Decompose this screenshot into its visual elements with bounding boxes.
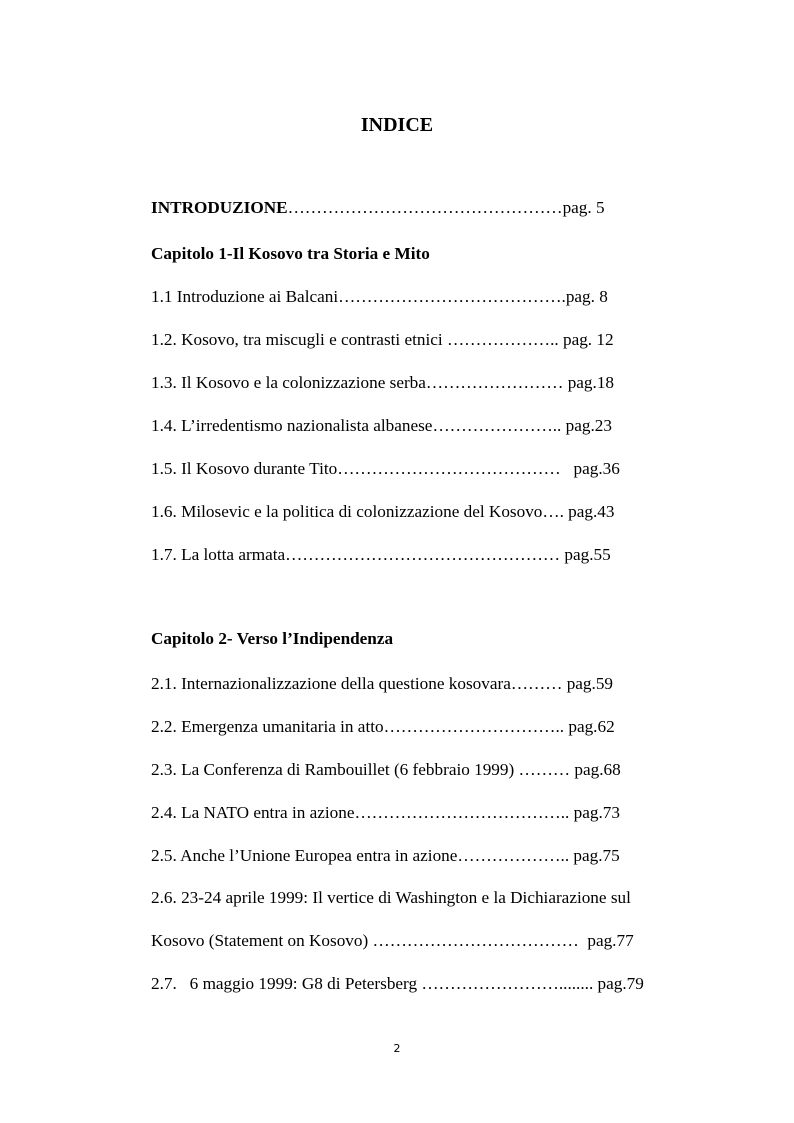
toc-entry-text: 1.2. Kosovo, tra miscugli e contrasti etnici <box>151 330 447 349</box>
toc-page: pag.36 <box>560 459 620 478</box>
toc-entry-2-2 <box>151 715 615 739</box>
toc-leader: ……………………........ <box>421 974 594 993</box>
toc-entry-1-4 <box>151 414 612 438</box>
toc-page: pag.77 <box>578 931 634 950</box>
toc-entry-text: 2.7. 6 maggio 1999: G8 di Petersberg <box>151 974 422 993</box>
toc-leader: ………………………….. <box>383 717 565 736</box>
toc-entry-introduzione <box>151 196 605 220</box>
toc-entry-1-2 <box>151 328 614 352</box>
toc-entry-2-7 <box>151 972 644 996</box>
toc-entry-text: Capitolo 1-Il Kosovo tra Storia e Mito <box>151 244 430 263</box>
toc-entry-text: 2.2. Emergenza umanitaria in atto <box>151 717 384 736</box>
toc-entry-2-6 <box>151 886 631 910</box>
toc-leader: …. <box>542 502 564 521</box>
toc-leader: ……………….. <box>457 846 570 865</box>
toc-leader: ………………………………………… <box>285 545 561 564</box>
toc-leader: ………………………………… <box>337 459 561 478</box>
toc-entry-text: 1.4. L’irredentismo nazionalista albanese <box>151 416 433 435</box>
toc-page: pag.68 <box>570 760 621 779</box>
toc-entry-text: 2.1. Internazionalizzazione della questione kosovara <box>151 674 511 693</box>
toc-entry-text: 2.5. Anche l’Unione Europea entra in azione <box>151 846 458 865</box>
toc-leader: ……………….. <box>446 330 559 349</box>
toc-leader: …………………. <box>432 416 558 435</box>
toc-chapter-1-heading <box>151 242 430 266</box>
toc-entry-text: Capitolo 2- Verso l’Indipendenza <box>151 629 394 648</box>
toc-entry-2-4 <box>151 801 620 825</box>
toc-entry-1-7 <box>151 543 611 567</box>
toc-leader: …………………………………. <box>338 287 566 306</box>
page-title: INDICE <box>360 114 434 136</box>
toc-page: . pag.23 <box>557 416 612 435</box>
toc-entry-text: Kosovo (Statement on Kosovo) <box>151 931 373 950</box>
toc-page: pag. 5 <box>562 198 605 217</box>
toc-page: pag.73 <box>569 803 620 822</box>
toc-leader: ……… <box>510 674 563 693</box>
toc-entry-2-6-continued <box>151 929 634 953</box>
toc-leader: ………………………………………… <box>287 198 563 217</box>
toc-page: pag.59 <box>562 674 614 693</box>
toc-entry-1-5 <box>151 457 620 481</box>
toc-entry-text: 1.7. La lotta armata <box>151 545 286 564</box>
toc-page: pag.43 <box>563 502 615 521</box>
toc-page: pag.62 <box>564 717 615 736</box>
toc-entry-text: 1.1 Introduzione ai Balcani <box>151 287 339 306</box>
toc-page: pag.75 <box>569 846 620 865</box>
toc-entry-text: 2.3. La Conferenza di Rambouillet (6 febbraio 1999) <box>151 760 519 779</box>
toc-entry-1-1 <box>151 285 608 309</box>
toc-entry-2-5 <box>151 844 620 868</box>
toc-entry-text: 1.5. Il Kosovo durante Tito <box>151 459 338 478</box>
toc-entry-text: INTRODUZIONE <box>151 198 288 217</box>
toc-leader: …………………… <box>425 373 564 392</box>
toc-leader: ……… <box>518 760 571 779</box>
toc-entry-text: 2.4. La NATO entra in azione <box>151 803 355 822</box>
toc-page: pag. 8 <box>565 287 608 306</box>
toc-entry-2-1 <box>151 672 613 696</box>
toc-page: pag.55 <box>560 545 611 564</box>
toc-page: pag. 12 <box>558 330 614 349</box>
toc-leader: ……………………………… <box>372 931 579 950</box>
page-number: 2 <box>393 1042 401 1055</box>
toc-entry-1-3 <box>151 371 614 395</box>
toc-entry-text: 1.6. Milosevic e la politica di colonizzazione del Kosovo <box>151 502 543 521</box>
toc-leader: ……………………………….. <box>354 803 570 822</box>
toc-entry-text: 1.3. Il Kosovo e la colonizzazione serba <box>151 373 426 392</box>
toc-entry-2-3 <box>151 758 621 782</box>
toc-page: pag.79 <box>593 974 644 993</box>
toc-page: pag.18 <box>563 373 615 392</box>
toc-entry-1-6 <box>151 500 614 524</box>
toc-entry-text: 2.6. 23-24 aprile 1999: Il vertice di Washington e la Dichiarazione sul <box>151 888 631 907</box>
toc-chapter-2-heading <box>151 627 393 651</box>
